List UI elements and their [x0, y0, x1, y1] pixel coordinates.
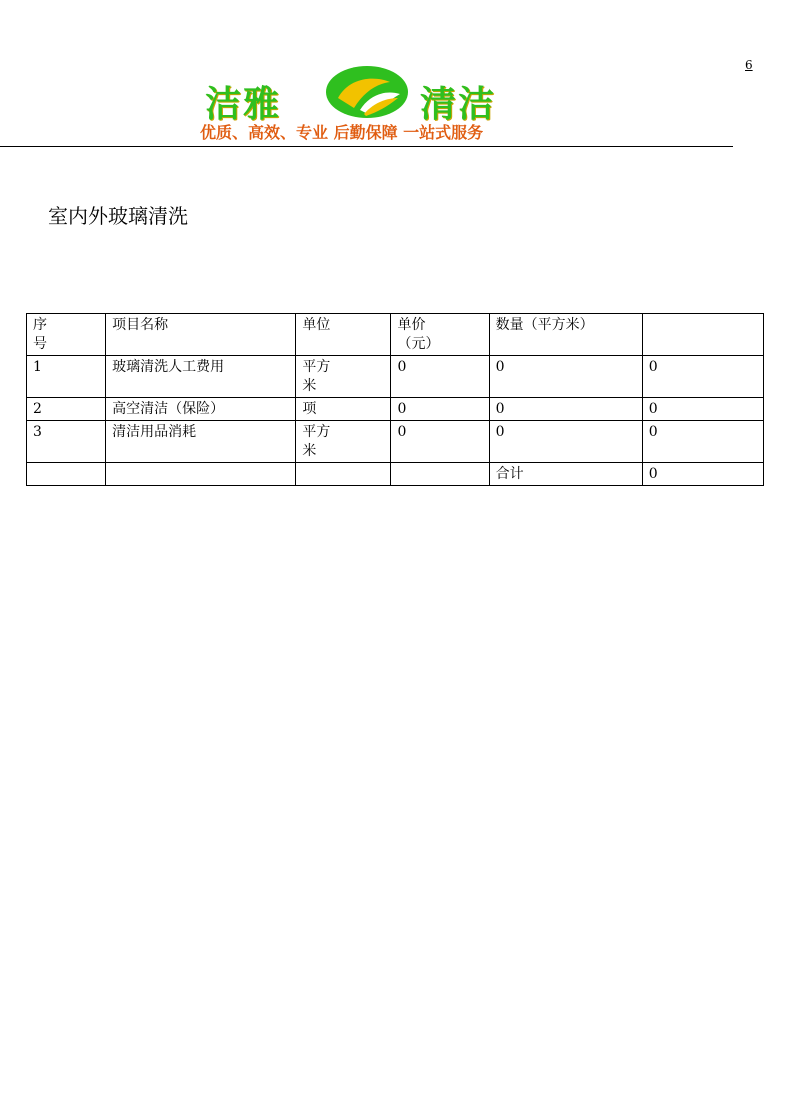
cell-amount: 0	[642, 398, 763, 421]
cell-name: 玻璃清洗人工费用	[106, 356, 296, 398]
leaf-swirl-logo-icon	[324, 64, 410, 120]
table-row	[27, 398, 764, 421]
cell-price: 0	[391, 356, 489, 398]
total-label: 合计	[489, 463, 642, 486]
cell-empty	[27, 463, 106, 486]
quote-table	[26, 313, 764, 486]
cell-unit: 项	[296, 398, 391, 421]
cell-price: 0	[391, 398, 489, 421]
header-cell-unit: 单位	[296, 314, 391, 356]
header-cell-no: 序 号	[27, 314, 106, 356]
cell-qty: 0	[489, 421, 642, 463]
table-row	[27, 356, 764, 398]
cell-unit: 平方 米	[296, 356, 391, 398]
brand-name-right: 清洁	[420, 84, 497, 125]
cell-empty	[106, 463, 296, 486]
page-number: 6	[745, 58, 753, 72]
header-divider	[0, 146, 733, 147]
total-amount: 0	[642, 463, 763, 486]
table-header-row	[27, 314, 764, 356]
cell-no: 1	[27, 356, 106, 398]
cell-no: 3	[27, 421, 106, 463]
header-cell-amount	[642, 314, 763, 356]
cell-amount: 0	[642, 421, 763, 463]
company-logo	[200, 60, 540, 144]
cell-name: 高空清洁（保险）	[106, 398, 296, 421]
header-cell-price: 单价 （元）	[391, 314, 489, 356]
cell-empty	[391, 463, 489, 486]
cell-qty: 0	[489, 356, 642, 398]
cell-price: 0	[391, 421, 489, 463]
table-total-row	[27, 463, 764, 486]
cell-no: 2	[27, 398, 106, 421]
table-row	[27, 421, 764, 463]
company-slogan: 优质、高效、专业 后勤保障 一站式服务	[200, 123, 484, 142]
cell-empty	[296, 463, 391, 486]
header-cell-qty: 数量（平方米）	[489, 314, 642, 356]
section-title: 室内外玻璃清洗	[48, 204, 188, 228]
cell-unit: 平方 米	[296, 421, 391, 463]
cell-qty: 0	[489, 398, 642, 421]
cell-name: 清洁用品消耗	[106, 421, 296, 463]
cell-amount: 0	[642, 356, 763, 398]
brand-name-left: 洁雅	[205, 84, 282, 125]
header-cell-name: 项目名称	[106, 314, 296, 356]
